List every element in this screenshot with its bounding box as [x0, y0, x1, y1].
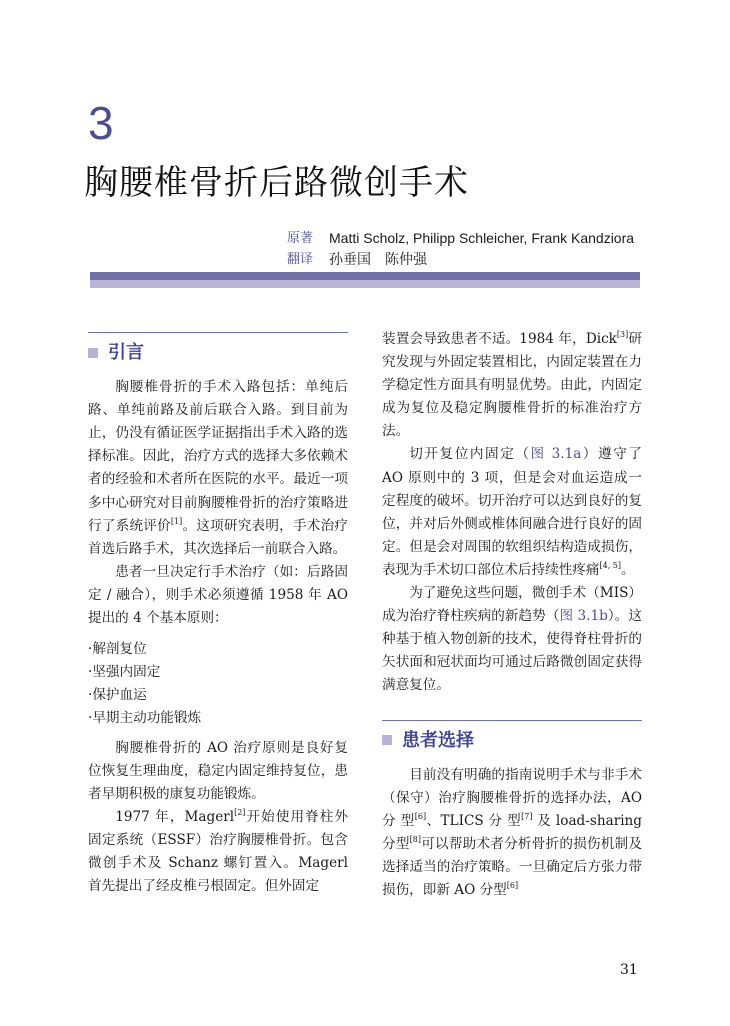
text: 。这项研究表明，手术治疗首选后路手术，其次选择后一前联合入路。	[88, 517, 349, 557]
text: 为了避免这些问题，微创手术（MIS）成为治疗脊柱疾病的新趋势（	[382, 585, 642, 625]
list-item: ·坚强内固定	[88, 664, 161, 681]
list-item: ·保护血运	[88, 687, 147, 704]
text: 1977 年，Magerl	[115, 808, 235, 825]
original-authors: Matti Scholz, Philipp Schleicher, Frank Kandziora	[329, 230, 635, 246]
paragraph	[382, 764, 642, 903]
paragraph	[382, 328, 642, 443]
citation[interactable]: [4, 5]	[599, 560, 622, 570]
paragraph: 胸腰椎骨折的 AO 治疗原则是良好复位恢复生理曲度，稳定内固定维持复位，患者早期积极的康复功能锻炼。	[88, 739, 348, 802]
figure-link[interactable]: 图 3.1a	[530, 446, 582, 463]
title-divider-bar	[90, 272, 640, 288]
original-authors-label: 原著	[287, 231, 314, 246]
section-heading-intro	[88, 332, 348, 364]
text: 装置会导致患者不适。1984 年，Dick	[382, 331, 617, 347]
text: 目前没有明确的指南说明手术与非手术（保守）治疗胸腰椎骨折的选择办法，AO 分 型	[382, 766, 642, 829]
title-bar-dark	[90, 272, 640, 280]
section-heading-patient-selection	[382, 720, 642, 752]
paragraph: 患者一旦决定行手术治疗（如：后路固定 / 融合），则手术必须遵循 1958 年 AO 提出的 4 个基本原则：	[88, 563, 348, 627]
citation[interactable]: [2]	[234, 807, 246, 817]
text: 及 load-sharing 分型	[382, 812, 642, 852]
figure-link[interactable]: 图 3.1b	[559, 608, 608, 625]
citation[interactable]: [8]	[409, 834, 421, 844]
text: 胸腰椎骨折的手术入路包括：单纯后路、单纯前路及前后联合入路。到目前为止，仍没有循证医学证据指出手术入路的选择标准。因此，治疗方式的选择大多依赖术者的经验和术者所在医院的水平。最近一项多中心研究对目前胸腰椎骨折的治疗策略进行了系统评价	[88, 379, 348, 534]
chapter-number: 3	[88, 97, 114, 149]
original-authors-row	[287, 228, 634, 249]
list-item: ·早期主动功能锻炼	[88, 710, 202, 727]
text: 研究发现与外固定装置相比，内固定装置在力学稳定性方面具有明显优势。由此，内固定成为复位及稳定胸腰椎骨折的标准治疗方法。	[382, 331, 642, 440]
left-column	[88, 332, 348, 898]
section-heading-text: 引言	[108, 342, 144, 363]
text: ）遵守了 AO 原则中的 3 项，但是会对血运造成一定程度的破坏。切开治疗可以达到良好的复位，并对后外侧或椎体间融合进行良好的固定。但是会对周围的软组织结构造成损伤，表现为手术切口部位术后持续性疼痛	[382, 446, 643, 578]
citation[interactable]: [1]	[170, 516, 183, 526]
chapter-title: 胸腰椎骨折后路微创手术	[84, 163, 469, 203]
text: 、TLICS 分 型	[426, 812, 522, 829]
paragraph	[88, 806, 348, 898]
section-square-icon	[88, 348, 98, 358]
text: 切开复位内固定（	[409, 446, 531, 463]
section-square-icon	[382, 735, 392, 745]
paragraph	[88, 376, 348, 561]
page-number: 31	[620, 962, 638, 978]
translators-label: 翻译	[287, 252, 314, 267]
text: 可以帮助术者分析骨折的损伤机制及选择适当的治疗策略。一旦确定后方张力带损伤，即新 AO 分型	[382, 835, 643, 899]
text: 开始使用脊柱外固定系统（ESSF）治疗胸腰椎骨折。包含微创手术及 Schanz 螺钉置入。Magerl 首先提出了经皮椎弓根固定。但外固定	[88, 808, 348, 895]
title-bar-light	[90, 280, 640, 288]
citation[interactable]: [6]	[414, 811, 427, 821]
citation[interactable]: [3]	[616, 330, 629, 339]
right-column	[382, 328, 642, 902]
text: 。	[621, 561, 635, 578]
paragraph	[382, 582, 642, 697]
translators-row	[287, 249, 634, 270]
list-item: ·解剖复位	[88, 641, 147, 658]
chapter-credits	[287, 228, 634, 270]
principles-list	[88, 638, 348, 730]
translators: 孙垂国 陈仲强	[329, 251, 427, 267]
paragraph	[382, 443, 642, 582]
text: ）。这种基于植入物创新的技术，使得脊柱骨折的矢状面和冠状面均可通过后路微创固定获得满意复位。	[382, 608, 642, 694]
citation[interactable]: [6]	[506, 881, 519, 891]
section-heading-text: 患者选择	[402, 729, 474, 751]
citation[interactable]: [7]	[521, 811, 533, 821]
